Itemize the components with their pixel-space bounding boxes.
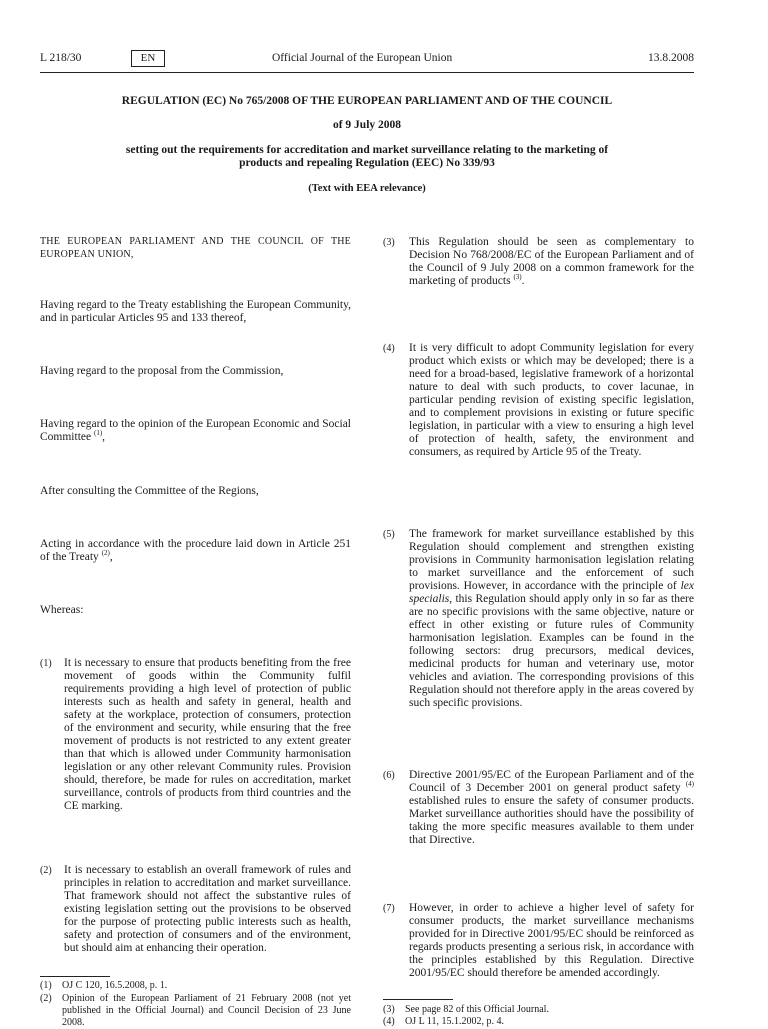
preamble-intro: THE EUROPEAN PARLIAMENT AND THE COUNCIL OF THE EUROPEAN UNION, (40, 236, 351, 260)
recital-5-italic: lex specialis (409, 580, 694, 605)
recital-number: (6) (383, 770, 395, 781)
eea-relevance: (Text with EEA relevance) (308, 183, 426, 194)
regulation-date: of 9 July 2008 (332, 119, 402, 131)
footnote-text: See page 82 of this Official Journal. (405, 1004, 549, 1015)
recital-6-text-a: Directive 2001/95/EC of the European Parliament and of the Council of 3 December 2001 on general product safety (409, 769, 694, 794)
recital-4: It is very difficult to adopt Community legislation for every product which exists or which may be developed; there is a need for a broad-based, legislative framework of a horizontal nature to deal with such products, to cover lacunae, in particular pending revision of existing specific legislation, and to complement provisions in existing or future specific legislation, in particular with a view to ensuring a high level of protection of health, safety, the environment and consumers, as required by Article 95 of the Treaty. (409, 342, 694, 458)
recital-number: (7) (383, 903, 395, 914)
footnote-ref: (4) (685, 780, 695, 789)
footnote-rule (40, 976, 110, 977)
header-rule (40, 72, 694, 73)
recital-number: (3) (383, 237, 395, 248)
recital-5-text-b: , this Regulation should apply only in so far as there are no specific provisions with the same objective, nature or effect in other existing or future rules of Community harmonisation legislation. Examples can be found in the following sectors: drug precursors, medical devices, medicinal products for human and veterinary use, motor vehicles and aviation. The corresponding provisions of this Regulation should not therefore apply in the areas covered by such specific provisions. (409, 593, 694, 709)
recital-6-text-b: established rules to ensure the safety of consumer products. Market surveillance authorities should have the possibility of taking the more specific measures available to them under that Directive. (409, 795, 694, 846)
citation-consulting: After consulting the Committee of the Regions, (40, 485, 259, 497)
recital-1: It is necessary to ensure that products benefiting from the free movement of goods within the Community fulfil requirements providing a high level of protection of public interests such as health and safety in general, health and safety at the workplace, protection of consumers, protection of the environment and security, while ensuring that the free movement of products is not restricted to any extent greater than that which is allowed under Community harmonisation legislation or any other relevant Community rules. Provision should, therefore, be made for rules on accreditation, market surveillance, controls of products from third countries and the CE marking. (64, 657, 351, 812)
footnote-rule (383, 999, 453, 1000)
recital-3: This Regulation should be seen as complementary to Decision No 768/2008/EC of the European Parliament and of the Council of 9 July 2008 on a common framework for the marketing of products $^{(3)}$. (409, 236, 694, 287)
recital-5-text-a: The framework for market surveillance established by this Regulation should complement and strengthen existing provisions in Community harmonisation legislation relating to market surveillance and the enforcement of such provisions. However, in accordance with the principle of (409, 528, 694, 592)
footnote-mark: (3) (383, 1004, 395, 1015)
recital-7: However, in order to achieve a higher level of safety for consumer products, the market surveillance mechanisms provided for in Directive 2001/95/EC should be reinforced as regards products presenting a serious risk, in accordance with the principles established by this Regulation. Directive 2001/95/EC should therefore be amended accordingly. (409, 902, 694, 979)
recital-number: (4) (383, 343, 395, 354)
whereas-heading: Whereas: (40, 604, 84, 616)
recital-5 (409, 528, 694, 710)
footnote-ref: (1) (93, 429, 103, 438)
recital-3-text: This Regulation should be seen as complementary to Decision No 768/2008/EC of the European Parliament and of the Council of 9 July 2008 on a common framework for the marketing of products (409, 236, 694, 287)
citation-proposal: Having regard to the proposal from the Commission, (40, 365, 284, 377)
recital-number: (1) (40, 658, 52, 669)
publication-date: 13.8.2008 (648, 52, 694, 64)
footnote-mark: (4) (383, 1016, 395, 1027)
footnote-mark: (2) (40, 993, 52, 1004)
footnote-text: Opinion of the European Parliament of 21 February 2008 (not yet published in the Official Journal) and Council Decision of 23 June 2008. (62, 993, 351, 1028)
language-code-box: EN (131, 50, 165, 67)
citation-acting-text: Acting in accordance with the procedure laid down in Article 251 of the Treaty (40, 538, 351, 563)
footnote-text: OJ C 120, 16.5.2008, p. 1. (62, 980, 168, 991)
footnote-mark: (1) (40, 980, 52, 991)
citation-acting: Acting in accordance with the procedure laid down in Article 251 of the Treaty $^{(2)}$, (40, 538, 351, 563)
recital-number: (2) (40, 865, 52, 876)
page-reference: L 218/30 (40, 52, 82, 64)
recital-number: (5) (383, 529, 395, 540)
citation-opinion: Having regard to the opinion of the European Economic and Social Committee $^{(1)}$, (40, 418, 351, 443)
recital-2: It is necessary to establish an overall framework of rules and principles in relation to accreditation and market surveillance. That framework should not affect the substantive rules of existing legislation setting out the provisions to be observed for the purpose of protecting public interests such as health, safety and protection of consumers and of the environment, but should aim at enhancing their operation. (64, 864, 351, 954)
footnote-text: OJ L 11, 15.1.2002, p. 4. (405, 1016, 504, 1027)
citation-opinion-text: Having regard to the opinion of the European Economic and Social Committee (40, 418, 351, 443)
footnote-ref: (2) (101, 549, 110, 558)
recital-6 (409, 769, 694, 847)
citation-treaty: Having regard to the Treaty establishing the European Community, and in particular Articles 95 and 133 thereof, (40, 299, 351, 324)
journal-name: Official Journal of the European Union (272, 52, 453, 64)
footnote-ref: (3) (513, 273, 522, 282)
regulation-title: REGULATION (EC) No 765/2008 OF THE EUROPEAN PARLIAMENT AND OF THE COUNCIL (121, 95, 613, 107)
regulation-subject-line2: products and repealing Regulation (EEC) No 339/93 (239, 157, 495, 169)
regulation-subject-line1: setting out the requirements for accreditation and market surveillance relating to the marketing of (125, 144, 609, 156)
